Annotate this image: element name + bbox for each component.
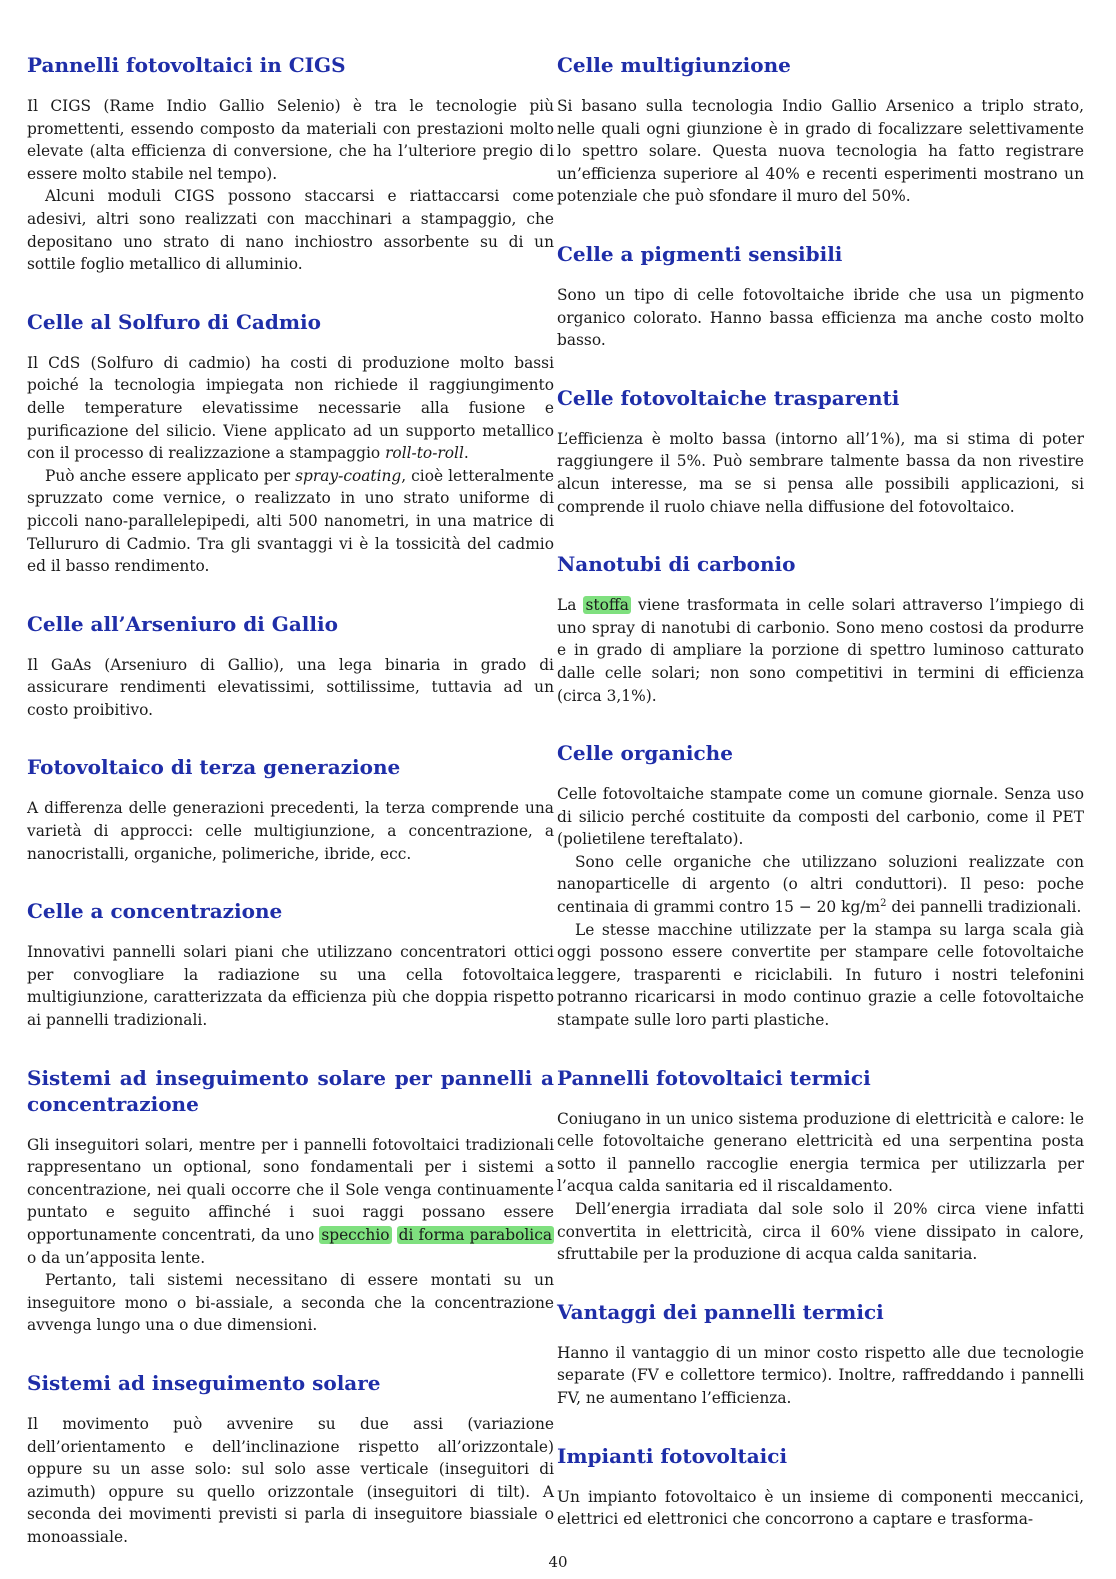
paragraph: Innovativi pannelli solari piani che utilizzano concentratori ottici per convogliare la radiazione su una cella fotovoltaica multigiunzione, caratterizzata da efficienza più che doppia rispetto ai pannelli tradizionali. bbox=[27, 943, 554, 1030]
section-heading-gaas: Celle all’Arseniuro di Gallio bbox=[27, 611, 338, 636]
paragraph: A differenza delle generazioni precedenti, la terza comprende una varietà di approcci: celle multigiunzione, a concentrazione, a nanocristalli, organiche, polimeriche, ibride, ecc. bbox=[27, 799, 554, 863]
paragraph: Il CIGS (Rame Indio Gallio Selenio) è tra le tecnologie più promettenti, essendo composto da materiali con prestazioni molto elevate (alta efficienza di conversione, che ha l’ulteriore pregio di essere molto stabile nel tempo). bbox=[27, 97, 554, 183]
section-heading-organic-cells: Celle organiche bbox=[557, 741, 733, 766]
section-heading-solar-tracking: Sistemi ad inseguimento solare bbox=[27, 1370, 381, 1395]
paragraph: Coniugano in un unico sistema produzione di elettricità e calore: le celle fotovoltaiche generano elettricità ed una serpentina posta sotto il pannello raccoglie energia termica per utilizzarla per l’acqua calda sanitaria ed il riscaldamento. bbox=[557, 1109, 1084, 1196]
section-heading-thermal-advantages: Vantaggi dei pannelli termici bbox=[557, 1299, 884, 1324]
section-heading-dye-cells: Celle a pigmenti sensibili bbox=[557, 241, 843, 266]
paragraph: Il GaAs (Arseniuro di Gallio), una lega binaria in grado di assicurare rendimenti elevatissimi, sottilissime, tuttavia ad un costo proibitivo. bbox=[27, 655, 554, 719]
section-heading-cds: Celle al Solfuro di Cadmio bbox=[27, 309, 321, 334]
paragraph: Sono un tipo di celle fotovoltaiche ibride che usa un pigmento organico colorato. Hanno bassa efficienza ma anche costo molto basso. bbox=[557, 285, 1084, 350]
paragraph: Il CdS (Solfuro di cadmio) ha costi di produzione molto bassi poiché la tecnologia impiegata non richiede il raggiungimento delle temperature elevatissime necessarie alla fusione e purificazione del silicio. Viene applicato ad un supporto metallico con il processo di realizzazione a stampaggio roll-to-roll. bbox=[27, 353, 554, 463]
section-heading-cigs: Pannelli fotovoltaici in CIGS bbox=[27, 53, 346, 77]
right-column bbox=[557, 44, 1084, 1531]
highlight: specchio bbox=[321, 1226, 390, 1244]
paragraph: Pertanto, tali sistemi necessitano di essere montati su un inseguitore mono o bi-assiale, a seconda che la concentrazione avvenga lungo una o due dimensioni. bbox=[27, 1271, 554, 1335]
section-heading-transparent-cells: Celle fotovoltaiche trasparenti bbox=[557, 385, 900, 410]
paragraph: Celle fotovoltaiche stampate come un comune giornale. Senza uso di silicio perché costituite da composti del carbonio, come il PET (polietilene tereftalato). bbox=[557, 785, 1084, 849]
paragraph: Dell’energia irradiata dal sole solo il 20% circa viene infatti convertita in elettricità, circa il 60% viene dissipato in calore, sfruttabile per la produzione di acqua calda sanitaria. bbox=[557, 1200, 1084, 1264]
paragraph: La stoffa viene trasformata in celle solari attraverso l’impiego di uno spray di nanotubi di carbonio. Sono meno costosi da produrre e in grado di ampliare la porzione di spettro luminoso catturato dalle celle solari; non sono competitivi in termini di efficienza (circa 3,1%). bbox=[557, 596, 1084, 705]
section-heading-tracking-concentration: Sistemi ad inseguimento solare per pannelli a concentrazione bbox=[27, 1065, 554, 1116]
paragraph: L’efficienza è molto bassa (intorno all’1%), ma si stima di poter raggiungere il 5%. Può sembrare talmente bassa da non rivestire alcun interesse, ma se si pensa alle possibili applicazioni, si comprende il ruolo chiave nella diffusione del fotovoltaico. bbox=[557, 429, 1084, 516]
section-heading-pv-plants: Impianti fotovoltaici bbox=[557, 1443, 788, 1468]
section-heading-third-generation: Fotovoltaico di terza generazione bbox=[27, 755, 401, 780]
highlight: di forma parabolica bbox=[398, 1226, 552, 1244]
paragraph: Si basano sulla tecnologia Indio Gallio Arsenico a triplo strato, nelle quali ogni giunzione è in grado di focalizzare selettivamente lo spettro solare. Questa nuova tecnologia ha fatto registrare un’efficienza superiore al 40% e recenti esperimenti mostrano un potenziale che può sfondare il muro del 50%. bbox=[557, 97, 1084, 206]
highlight: stoffa bbox=[585, 596, 629, 615]
paragraph: Sono celle organiche che utilizzano soluzioni realizzate con nanoparticelle di argento (o altri conduttori). Il peso: poche centinaia di grammi contro 15 − 20 $kg/m^2$ dei pannelli tradizionali. bbox=[557, 852, 1084, 917]
paragraph: Un impianto fotovoltaico è un insieme di componenti meccanici, elettrici ed elettronici che concorrono a captare e trasforma- bbox=[557, 1487, 1084, 1529]
section-heading-thermal-pv: Pannelli fotovoltaici termici bbox=[557, 1065, 871, 1090]
paragraph: Gli inseguitori solari, mentre per i pannelli fotovoltaici tradizionali rappresentano un optional, sono fondamentali per i sistemi a concentrazione, nei quali occorre che il Sole venga continuamente puntato e seguito affinché i suoi raggi possano essere opportunamente concentrati, da uno specchio di forma parabolica o da un’apposita lente. bbox=[27, 1135, 554, 1267]
paragraph: Hanno il vantaggio di un minor costo rispetto alle due tecnologie separate (FV e collettore termico). Inoltre, raffreddando i pannelli FV, ne aumentano l’efficienza. bbox=[557, 1343, 1084, 1407]
paragraph: Può anche essere applicato per spray-coating, cioè letteralmente spruzzato come vernice, o realizzato in uno strato uniforme di piccoli nano-parallelepipedi, alti 500 nanometri, in una matrice di Tellururo di Cadmio. Tra gli svantaggi vi è la tossicità del cadmio ed il basso rendimento. bbox=[27, 466, 554, 576]
section-heading-concentration-cells: Celle a concentrazione bbox=[27, 899, 283, 924]
paragraph: Alcuni moduli CIGS possono staccarsi e riattaccarsi come adesivi, altri sono realizzati con macchinari a stampaggio, che depositano uno strato di nano inchiostro assorbente su di un sottile foglio metallico di alluminio. bbox=[27, 187, 554, 274]
paragraph: Le stesse macchine utilizzate per la stampa su larga scala già oggi possono essere convertite per stampare celle fotovoltaiche leggere, trasparenti e riciclabili. In futuro i nostri telefonini potranno ricaricarsi in modo continuo grazie a celle fotovoltaiche stampate sulle loro parti plastiche. bbox=[557, 920, 1084, 1030]
paragraph: Il movimento può avvenire su due assi (variazione dell’orientamento e dell’inclinazione rispetto all’orizzontale) oppure su un asse solo: sul solo asse verticale (inseguitori di azimuth) oppure su quello orizzontale (inseguitori di tilt). A seconda dei movimenti previsti si parla di inseguitore biassiale o monoassiale. bbox=[27, 1414, 554, 1546]
page-number: 40 bbox=[548, 1553, 568, 1571]
left-column bbox=[27, 44, 554, 1549]
section-heading-carbon-nanotubes: Nanotubi di carbonio bbox=[557, 552, 796, 577]
section-heading-multijunction: Celle multigiunzione bbox=[557, 53, 791, 77]
